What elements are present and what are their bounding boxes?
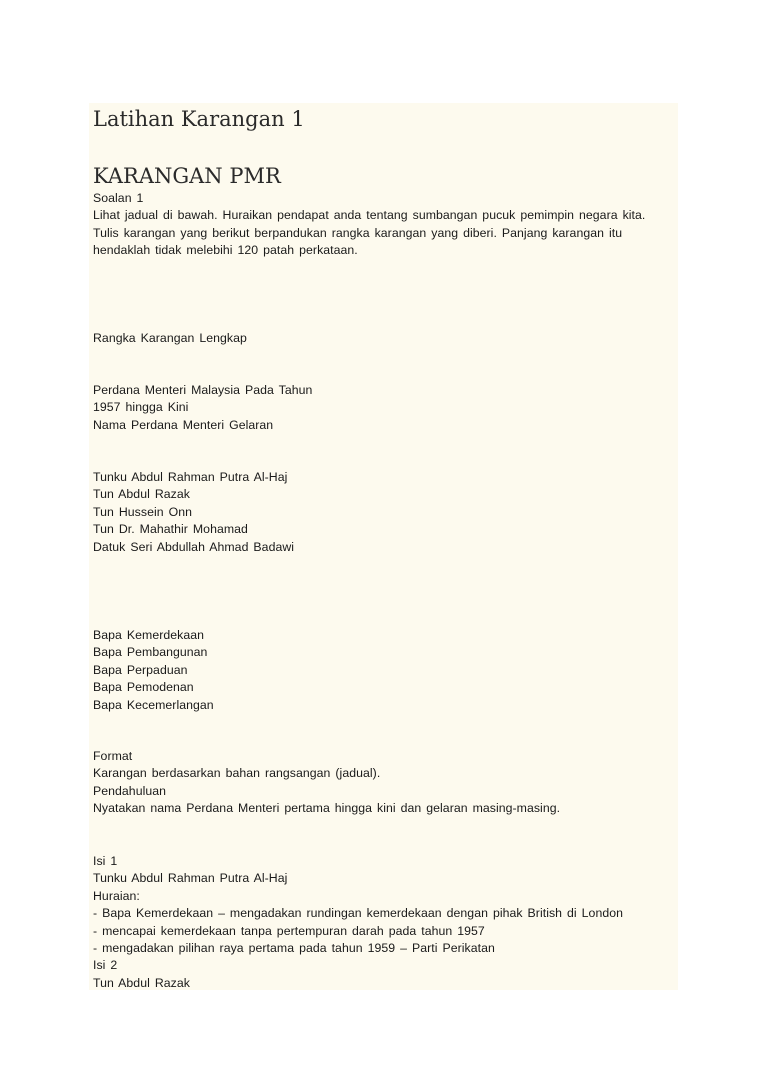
isi-line: - mengadakan pilihan raya pertama pada tahun 1959 – Parti Perikatan	[93, 941, 495, 956]
isi-line: Tun Abdul Razak	[93, 975, 190, 990]
isi-line: Huraian:	[93, 888, 140, 903]
table-header-line: 1957 hingga Kini	[93, 400, 189, 415]
outline-heading: Rangka Karangan Lengkap	[93, 331, 247, 345]
table-header-line: Perdana Menteri Malaysia Pada Tahun	[93, 383, 313, 397]
format-section	[93, 748, 678, 818]
isi-line: Tunku Abdul Rahman Putra Al-Haj	[93, 871, 288, 886]
format-line: Pendahuluan	[93, 783, 167, 798]
prime-minister-name: Datuk Seri Abdullah Ahmad Badawi	[93, 539, 295, 554]
prime-minister-name: Tun Hussein Onn	[93, 504, 192, 519]
format-line: Format	[93, 749, 133, 763]
isi-line: Isi 2	[93, 958, 118, 973]
isi-line: - Bapa Kemerdekaan – mengadakan rundingan kemerdekaan dengan pihak British di London	[93, 906, 624, 921]
prime-minister-name: Tun Dr. Mahathir Mohamad	[93, 522, 248, 537]
question-line: Tulis karangan yang berikut berpandukan rangka karangan yang diberi. Panjang karangan itu	[93, 225, 623, 240]
question-line: hendaklah tidak melebihi 120 patah perkataan.	[93, 243, 358, 258]
titles-list	[93, 627, 678, 714]
isi-line: - mencapai kemerdekaan tanpa pertempuran darah pada tahun 1957	[93, 923, 485, 938]
format-line: Karangan berdasarkan bahan rangsangan (jadual).	[93, 766, 381, 781]
document-subtitle: KARANGAN PMR	[93, 164, 281, 188]
table-header-section	[93, 382, 678, 434]
question-section	[93, 190, 678, 260]
prime-minister-name: Tun Abdul Razak	[93, 487, 190, 502]
title-entry: Bapa Pembangunan	[93, 645, 208, 660]
title-entry: Bapa Pemodenan	[93, 680, 194, 695]
format-line: Nyatakan nama Perdana Menteri pertama hingga kini dan gelaran masing-masing.	[93, 801, 561, 816]
prime-minister-list	[93, 469, 678, 556]
document-title: Latihan Karangan 1	[93, 107, 305, 131]
question-line: Lihat jadual di bawah. Huraikan pendapat anda tentang sumbangan pucuk pemimpin negara kita.	[93, 208, 646, 223]
table-header-line: Nama Perdana Menteri Gelaran	[93, 417, 274, 432]
question-line: Soalan 1	[93, 191, 144, 205]
isi-section	[93, 853, 678, 992]
title-entry: Bapa Kemerdekaan	[93, 628, 204, 642]
title-entry: Bapa Perpaduan	[93, 662, 188, 677]
isi-line: Isi 1	[93, 854, 118, 868]
prime-minister-name: Tunku Abdul Rahman Putra Al-Haj	[93, 470, 288, 484]
outline-heading-section	[93, 330, 678, 347]
title-entry: Bapa Kecemerlangan	[93, 697, 214, 712]
